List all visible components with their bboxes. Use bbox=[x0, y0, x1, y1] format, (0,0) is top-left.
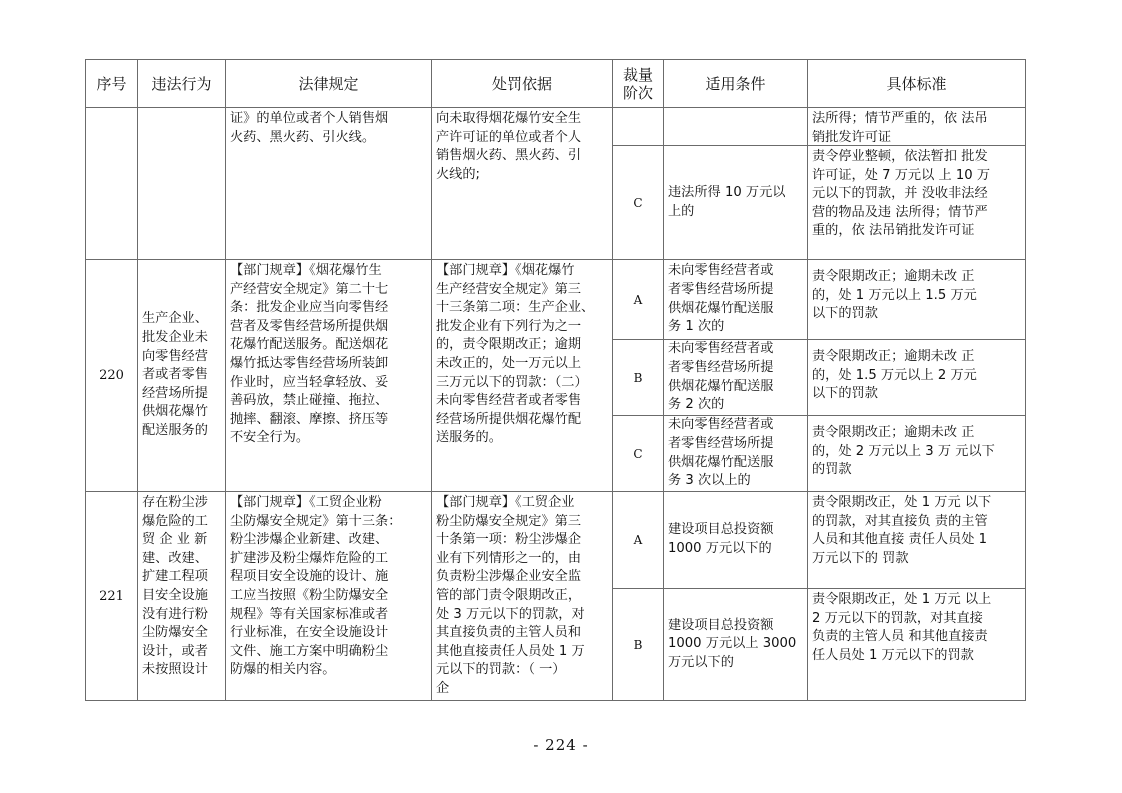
basis-text: 【部门规章】《工贸企业 粉尘防爆安全规定》第三 十条第一项：粉尘涉爆企 业有下列情形之一的，由 负责粉尘涉爆企业安全监 管的部门责令限期改正， 处 3 万元以下的罚款，对 其直接负责的主管人员和 其他直接责任人员处 1 万 元以下的罚款：（ 一） 企 bbox=[436, 495, 585, 696]
table-border-bottom bbox=[85, 700, 1026, 701]
condition-text: 违法所得 10 万元以 上的 bbox=[668, 184, 786, 219]
basis-text: 向未取得烟花爆竹安全生 产许可证的单位或者个人 销售烟火药、黑火药、引 火线的; bbox=[436, 111, 582, 182]
law-text: 证》的单位或者个人销售烟 火药、黑火药、引火线。 bbox=[230, 111, 389, 145]
level-badge: C bbox=[633, 195, 643, 210]
standard-text: 责令限期改正，处 1 万元 以下 的罚款，对其直接负 责的主管 人员和其他直接 责任人员处 1 万元以下的 罚款 bbox=[812, 495, 992, 566]
standard-text: 责令停业整顿，依法暂扣 批发 许可证，处 7 万元以 上 10 万 元以下的罚款，并 没收非法经 营的物品及违 法所得；情节严 重的，依 法吊销批发许可证 bbox=[812, 149, 991, 239]
header-law: 法律规定 bbox=[298, 74, 359, 93]
header-standard: 具体标准 bbox=[886, 74, 947, 93]
level-badge: A bbox=[633, 292, 643, 307]
condition-text: 建设项目总投资额 1000 万元以上 3000 万元以下的 bbox=[668, 617, 797, 670]
standard-text: 法所得；情节严重的，依 法吊 销批发许可证 bbox=[812, 111, 988, 145]
header-no: 序号 bbox=[96, 74, 127, 93]
basis-text: 【部门规章】《烟花爆竹 生产经营安全规定》第三 十三条第二项：生产企业、 批发企业有下列行为之一 的，责令限期改正；逾期 未改正的，处一万元以上 三万元以下的罚款：（二） 未向零售经营者或者零售 经营场所提供烟花爆竹配 送服务的。 bbox=[436, 263, 595, 446]
page-number: - 224 - bbox=[533, 736, 589, 754]
law-text: 【部门规章】《烟花爆竹生 产经营安全规定》第二十七 条：批发企业应当向零售经 营者及零售经营场所提供烟 花爆竹配送服务。配送烟花 爆竹抵达零售经营场所装卸 作业时，应当轻拿轻放、妥 善码放，禁止碰撞、拖拉、 抛摔、翻滚、摩擦、挤压等 不安全行为。 bbox=[230, 263, 389, 446]
condition-text: 建设项目总投资额 1000 万元以下的 bbox=[668, 522, 774, 556]
header-condition: 适用条件 bbox=[705, 74, 766, 93]
row-number: 220 bbox=[99, 368, 124, 383]
behavior-text: 生产企业、 批发企业未 向零售经营 者或者零售 经营场所提 供烟花爆竹 配送服务的 bbox=[142, 311, 208, 438]
level-badge: B bbox=[633, 637, 643, 652]
condition-text: 未向零售经营者或 者零售经营场所提 供烟花爆竹配送服 务 3 次以上的 bbox=[668, 417, 774, 489]
level-badge: A bbox=[633, 533, 643, 547]
behavior-text: 存在粉尘涉 爆危险的工 贸 企 业 新 建、改建、 扩建工程项 目安全设施 没有进行粉 尘防爆安全 设计，或者 未按照设计 bbox=[142, 495, 208, 678]
standard-text: 责令限期改正；逾期未改 正 的，处 1.5 万元以上 2 万元 以下的罚款 bbox=[812, 349, 977, 402]
standard-text: 责令限期改正；逾期未改 正 的，处 1 万元以上 1.5 万元 以下的罚款 bbox=[812, 269, 977, 322]
penalty-table bbox=[85, 59, 1026, 701]
row-number: 221 bbox=[99, 588, 124, 604]
law-text: 【部门规章】《工贸企业粉 尘防爆安全规定》第十三条： 粉尘涉爆企业新建、改建、 扩建涉及粉尘爆炸危险的工 程项目安全设施的设计、施 工应当按照《粉尘防爆安全 规程》等有关国家标准或者 行业标准，在安全设施设计 文件、施工方案中明确粉尘 防爆的相关内容。 bbox=[230, 495, 402, 678]
standard-text: 责令限期改正，处 1 万元 以上 2 万元以下的罚款，对其直接 负责的主管人员 和其他直接责 任人员处 1 万元以下的罚款 bbox=[812, 592, 992, 663]
level-badge: B bbox=[633, 370, 643, 385]
condition-text: 未向零售经营者或 者零售经营场所提 供烟花爆竹配送服 务 2 次的 bbox=[668, 341, 774, 413]
standard-text: 责令限期改正；逾期未改 正 的，处 2 万元以上 3 万 元以下 的罚款 bbox=[812, 425, 995, 478]
table-border-right bbox=[1025, 59, 1026, 701]
condition-text: 未向零售经营者或 者零售经营场所提 供烟花爆竹配送服 务 1 次的 bbox=[668, 263, 774, 335]
header-basis: 处罚依据 bbox=[491, 74, 552, 93]
level-badge: C bbox=[633, 446, 643, 461]
header-behavior: 违法行为 bbox=[151, 74, 212, 93]
header-level: 裁量 阶次 bbox=[622, 65, 653, 102]
